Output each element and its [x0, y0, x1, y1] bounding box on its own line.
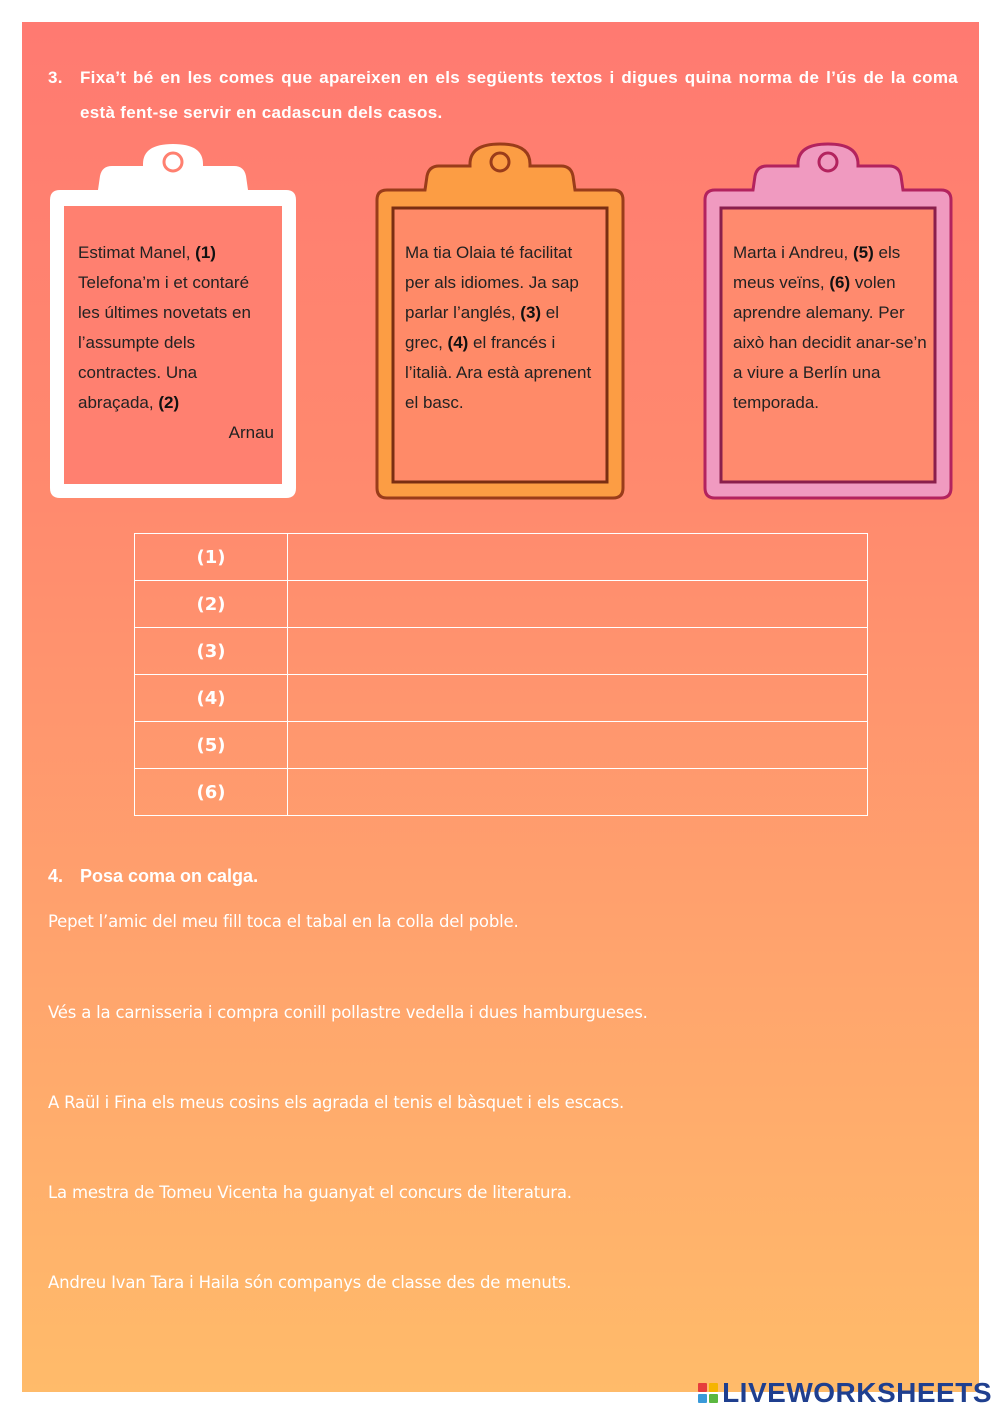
- question-3: [48, 60, 958, 130]
- clip1-seg: Telefona’m i et contaré les últimes novetats en l’assumpte dels contractes. Una abraçada,: [78, 273, 251, 412]
- sentence-4[interactable]: La mestra de Tomeu Vicenta ha guanyat el concurs de literatura.: [48, 1183, 572, 1202]
- answer-cell-1[interactable]: [288, 534, 868, 581]
- marker-6: (6): [829, 273, 851, 292]
- sentence-5[interactable]: Andreu Ivan Tara i Haila són companys de classe des de menuts.: [48, 1273, 572, 1292]
- clip2-seg: el francés i l’italià. Ara està aprenent el basc.: [405, 333, 592, 412]
- table-row: [135, 628, 868, 675]
- question-4-title: [48, 866, 258, 887]
- clipboard-2: [375, 142, 625, 500]
- row-label: (4): [135, 675, 288, 722]
- clipboard-1-text: [78, 238, 274, 448]
- answer-cell-6[interactable]: [288, 769, 868, 816]
- answer-cell-2[interactable]: [288, 581, 868, 628]
- sentence-2[interactable]: Vés a la carnisseria i compra conill pollastre vedella i dues hamburgueses.: [48, 1003, 648, 1022]
- clip3-seg: Marta i Andreu,: [733, 243, 854, 262]
- clip3-seg: els meus veïns,: [733, 243, 901, 292]
- clip2-seg: Ma tia Olaia té facilitat per als idiomes. Ja sap parlar l’anglés,: [405, 243, 579, 322]
- logo-icon: [698, 1383, 718, 1403]
- row-label: (3): [135, 628, 288, 675]
- marker-2: (2): [158, 393, 180, 412]
- logo-tile: [698, 1383, 707, 1392]
- liveworksheets-logo[interactable]: [698, 1377, 992, 1409]
- table-row: [135, 581, 868, 628]
- clip3-seg: volen aprendre alemany. Per això han decidit anar-se’n a viure a Berlín una temporada.: [733, 273, 927, 412]
- row-label: (1): [135, 534, 288, 581]
- answer-cell-5[interactable]: [288, 722, 868, 769]
- logo-tile: [698, 1394, 707, 1403]
- table-row: [135, 769, 868, 816]
- answer-cell-3[interactable]: [288, 628, 868, 675]
- clipboard-1: [48, 142, 298, 500]
- marker-1: (1): [195, 243, 216, 262]
- row-label: (6): [135, 769, 288, 816]
- question-4-number: 4.: [48, 866, 64, 886]
- logo-tile: [709, 1394, 718, 1403]
- clipboard-3: [703, 142, 953, 500]
- question-3-text: Fixa’t bé en les comes que apareixen en els següents textos i digues quina norma de l’ús de la coma està fent-se servir en cadascun dels casos.: [80, 68, 958, 122]
- logo-tile: [709, 1383, 718, 1392]
- clipboard-2-text: [405, 238, 601, 418]
- sentence-3[interactable]: A Raül i Fina els meus cosins els agrada el tenis el bàsquet i els escacs.: [48, 1093, 625, 1112]
- signature: Arnau: [228, 423, 274, 442]
- question-3-number: 3.: [48, 68, 63, 87]
- clip1-seg: Estimat Manel,: [78, 243, 196, 262]
- answer-cell-4[interactable]: [288, 675, 868, 722]
- table-row: [135, 534, 868, 581]
- row-label: (5): [135, 722, 288, 769]
- clipboard-3-text: [733, 238, 929, 418]
- marker-3: (3): [520, 303, 542, 322]
- answer-table: [134, 533, 868, 816]
- marker-4: (4): [447, 333, 469, 352]
- table-row: [135, 675, 868, 722]
- row-label: (2): [135, 581, 288, 628]
- brand-name: LIVEWORKSHEETS: [722, 1377, 992, 1408]
- marker-5: (5): [853, 243, 874, 262]
- question-4-text: Posa coma on calga.: [80, 866, 259, 886]
- table-row: [135, 722, 868, 769]
- sentence-1[interactable]: Pepet l’amic del meu fill toca el tabal en la colla del poble.: [48, 912, 519, 931]
- clip2-seg: el grec,: [405, 303, 560, 352]
